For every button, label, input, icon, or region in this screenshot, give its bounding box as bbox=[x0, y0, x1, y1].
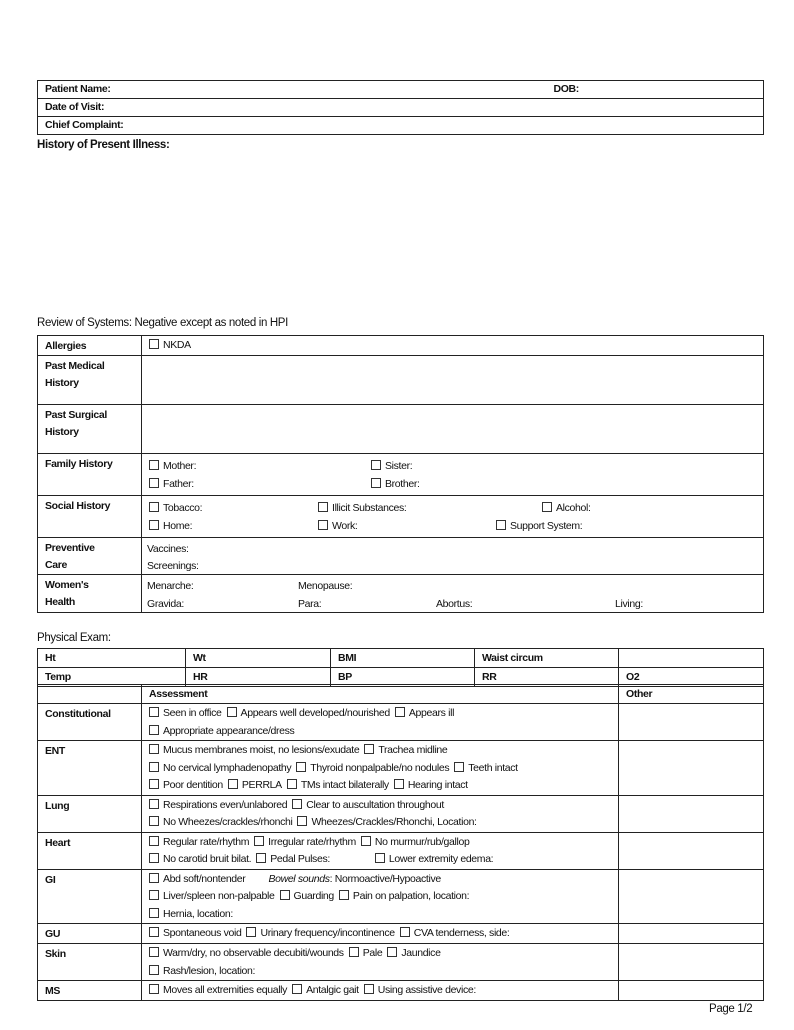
exam-item bbox=[400, 927, 510, 939]
exam-item bbox=[149, 908, 233, 920]
exam-item bbox=[394, 779, 468, 791]
pmh-label: Past Medical History bbox=[38, 356, 142, 405]
date-of-visit-field[interactable] bbox=[38, 99, 764, 117]
exam-item bbox=[149, 707, 222, 719]
assessment-cell bbox=[142, 832, 619, 869]
sister-checkbox[interactable] bbox=[371, 460, 381, 470]
home-label: Home: bbox=[163, 520, 193, 532]
exam-item-label: Pale bbox=[362, 947, 383, 959]
seen-in-office-checkbox[interactable] bbox=[149, 707, 159, 717]
exam-item bbox=[149, 816, 292, 828]
support-system-label: Support System: bbox=[510, 520, 583, 532]
hpi-label: History of Present Illness: bbox=[37, 139, 170, 151]
exam-item-label: Seen in office bbox=[163, 707, 222, 719]
exam-item-label: Moves all extremities equally bbox=[163, 984, 288, 996]
no-murmur-rub-gallop-checkbox[interactable] bbox=[361, 836, 371, 846]
exam-item bbox=[361, 836, 470, 848]
vital-hr[interactable]: HR bbox=[186, 668, 331, 687]
mother-label: Mother: bbox=[163, 460, 197, 472]
vital-temp[interactable]: Temp bbox=[38, 668, 186, 687]
exam-item bbox=[287, 779, 389, 791]
exam-item-label: Urinary frequency/incontinence bbox=[260, 927, 395, 939]
exam-item-label: Spontaneous void bbox=[163, 927, 242, 939]
exam-item-label: Abd soft/nontender bbox=[163, 872, 246, 885]
assessment-cell bbox=[142, 741, 619, 796]
tms-intact-bilaterally-checkbox[interactable] bbox=[287, 779, 297, 789]
vitals-table bbox=[37, 648, 764, 687]
antalgic-gait-checkbox[interactable] bbox=[292, 984, 302, 994]
exam-item bbox=[297, 816, 476, 828]
exam-item bbox=[254, 836, 356, 848]
exam-row-gi bbox=[38, 869, 764, 924]
other-cell[interactable] bbox=[619, 944, 764, 981]
exam-item-label: Hernia, location: bbox=[163, 907, 233, 920]
brother-checkbox[interactable] bbox=[371, 478, 381, 488]
alcohol-checkbox[interactable] bbox=[542, 502, 552, 512]
exam-label-constitutional: Constitutional bbox=[38, 704, 142, 741]
screenings-label: Screenings: bbox=[147, 560, 199, 572]
assessment-line bbox=[149, 723, 618, 741]
tobacco-label: Tobacco: bbox=[163, 502, 203, 514]
exam-item bbox=[349, 947, 383, 959]
exam-item bbox=[149, 836, 249, 848]
exam-item-label: Teeth intact bbox=[468, 761, 518, 774]
other-cell[interactable] bbox=[619, 704, 764, 741]
bowel-sounds-label: Bowel sounds bbox=[268, 872, 330, 885]
exam-item bbox=[292, 984, 359, 996]
exam-item bbox=[228, 779, 282, 791]
assessment-header: Assessment bbox=[142, 685, 619, 704]
hernia-location-checkbox[interactable] bbox=[149, 908, 159, 918]
illicit-substances-label: Illicit Substances: bbox=[332, 502, 407, 514]
illicit-substances-checkbox[interactable] bbox=[318, 502, 328, 512]
abd-soft-nontender-checkbox[interactable] bbox=[149, 873, 159, 883]
exam-item-label: Irregular rate/rhythm bbox=[268, 835, 356, 848]
exam-item bbox=[339, 890, 469, 902]
exam-label-heart: Heart bbox=[38, 832, 142, 869]
exam-label-lung: Lung bbox=[38, 795, 142, 832]
exam-item bbox=[149, 927, 241, 939]
hearing-intact-checkbox[interactable] bbox=[394, 779, 404, 789]
exam-item-label: Guarding bbox=[293, 890, 334, 902]
exam-item bbox=[149, 762, 291, 774]
appears-well-developed-nourished-checkbox[interactable] bbox=[227, 707, 237, 717]
menarche-label: Menarche: bbox=[147, 580, 194, 592]
exam-item bbox=[149, 947, 344, 959]
exam-item-label: Wheezes/Crackles/Rhonchi, Location: bbox=[311, 816, 477, 828]
father-label: Father: bbox=[163, 478, 194, 490]
assessment-line bbox=[149, 814, 618, 832]
other-cell[interactable] bbox=[619, 924, 764, 944]
exam-item bbox=[395, 707, 454, 719]
exam-item-label: Liver/spleen non-palpable bbox=[163, 890, 275, 902]
psh-label: Past Surgical History bbox=[38, 405, 142, 454]
exam-label-skin: Skin bbox=[38, 944, 142, 981]
preventive-care-label: Preventive Care bbox=[38, 538, 142, 575]
exam-item-label: Pedal Pulses: bbox=[270, 853, 330, 865]
page-number: Page 1/2 bbox=[709, 1003, 753, 1015]
ros-title: Review of Systems: Negative except as noted in HPI bbox=[37, 317, 288, 329]
assessment-line bbox=[149, 777, 618, 795]
exam-item-label: Appears ill bbox=[408, 707, 455, 719]
exam-item bbox=[280, 890, 334, 902]
exam-item-label: Lower extremity edema: bbox=[388, 853, 494, 865]
vital-bmi[interactable]: BMI bbox=[331, 649, 475, 668]
assessment-line bbox=[149, 945, 618, 963]
physical-exam-title: Physical Exam: bbox=[37, 632, 111, 644]
using-assistive-device-checkbox[interactable] bbox=[364, 984, 374, 994]
exam-item bbox=[364, 744, 447, 756]
work-label: Work: bbox=[332, 520, 358, 532]
alcohol-label: Alcohol: bbox=[556, 502, 591, 514]
exam-item-label: Rash/lesion, location: bbox=[163, 964, 256, 977]
exam-item bbox=[227, 707, 390, 719]
appropriate-appearance-dress-checkbox[interactable] bbox=[149, 725, 159, 735]
exam-item bbox=[387, 947, 440, 959]
trachea-midline-checkbox[interactable] bbox=[364, 744, 374, 754]
respirations-even-unlabored-checkbox[interactable] bbox=[149, 799, 159, 809]
irregular-rate-rhythm-checkbox[interactable] bbox=[254, 836, 264, 846]
exam-label-gu: GU bbox=[38, 924, 142, 944]
exam-label-gi: GI bbox=[38, 869, 142, 924]
vital-o2[interactable]: O2 bbox=[619, 668, 764, 687]
exam-item bbox=[149, 779, 223, 791]
vaccines-label: Vaccines: bbox=[147, 543, 189, 555]
chief-complaint-field[interactable] bbox=[38, 117, 764, 135]
assessment-line bbox=[149, 705, 618, 723]
exam-row-gu bbox=[38, 924, 764, 944]
home-checkbox[interactable] bbox=[149, 520, 159, 530]
exam-item-label: TMs intact bilaterally bbox=[300, 779, 389, 791]
exam-item-label: Thyroid nonpalpable/no nodules bbox=[310, 761, 450, 774]
perrla-checkbox[interactable] bbox=[228, 779, 238, 789]
womens-health-label: Women's Health bbox=[38, 575, 142, 613]
brother-label: Brother: bbox=[385, 478, 420, 490]
exam-row-constitutional bbox=[38, 704, 764, 741]
appears-ill-checkbox[interactable] bbox=[395, 707, 405, 717]
assessment-line bbox=[149, 797, 618, 815]
vitals-row bbox=[38, 649, 764, 668]
abortus-label: Abortus: bbox=[436, 598, 473, 610]
assessment-line bbox=[149, 851, 618, 869]
exam-row-ms bbox=[38, 981, 764, 1001]
exam-item bbox=[256, 853, 330, 865]
para-label: Para: bbox=[298, 598, 322, 610]
assessment-line bbox=[149, 906, 618, 924]
assessment-line bbox=[149, 963, 618, 981]
exam-item-label: No Wheezes/crackles/rhonchi bbox=[163, 816, 293, 828]
sister-label: Sister: bbox=[385, 460, 413, 472]
support-system-checkbox[interactable] bbox=[496, 520, 506, 530]
tobacco-checkbox[interactable] bbox=[149, 502, 159, 512]
other-header: Other bbox=[619, 685, 764, 704]
exam-item-label: Appears well developed/nourished bbox=[240, 707, 390, 719]
dob-label: DOB: bbox=[553, 83, 579, 95]
exam-item bbox=[296, 762, 449, 774]
allergies-label: Allergies bbox=[38, 336, 142, 356]
exam-item-label: CVA tenderness, side: bbox=[413, 927, 510, 939]
other-cell[interactable] bbox=[619, 981, 764, 1001]
vital-waist-circum[interactable]: Waist circum bbox=[475, 649, 619, 668]
assessment-line bbox=[149, 871, 618, 889]
assessment-line bbox=[149, 888, 618, 906]
patient-info-table bbox=[37, 80, 764, 135]
thyroid-nonpalpable-no-nodules-checkbox[interactable] bbox=[296, 762, 306, 772]
teeth-intact-checkbox[interactable] bbox=[454, 762, 464, 772]
date-of-visit-label: Date of Visit: bbox=[45, 101, 105, 113]
vital-bp[interactable]: BP bbox=[331, 668, 475, 687]
living-label: Living: bbox=[615, 598, 643, 610]
assessment-line bbox=[149, 760, 618, 778]
pale-checkbox[interactable] bbox=[349, 947, 359, 957]
exam-item bbox=[454, 762, 518, 774]
exam-item-label: Hearing intact bbox=[407, 779, 468, 791]
assessment-cell bbox=[142, 869, 619, 924]
bowel-sounds-options: : Normoactive/Hypoactive bbox=[329, 872, 441, 885]
exam-row-lung bbox=[38, 795, 764, 832]
hpi-area[interactable] bbox=[37, 156, 764, 316]
exam-item-label: Poor dentition bbox=[163, 779, 223, 791]
exam-item-label: Regular rate/rhythm bbox=[163, 835, 250, 848]
exam-item bbox=[149, 890, 275, 902]
other-cell[interactable] bbox=[619, 795, 764, 832]
assessment-line bbox=[149, 742, 618, 760]
exam-row-skin bbox=[38, 944, 764, 981]
exam-item-label: Antalgic gait bbox=[306, 984, 359, 996]
exam-header-blank bbox=[38, 685, 142, 704]
guarding-checkbox[interactable] bbox=[280, 890, 290, 900]
no-carotid-bruit-bilat-checkbox[interactable] bbox=[149, 853, 159, 863]
assessment-cell bbox=[142, 981, 619, 1001]
no-wheezes-crackles-rhonchi-checkbox[interactable] bbox=[149, 816, 159, 826]
mother-checkbox[interactable] bbox=[149, 460, 159, 470]
other-cell[interactable] bbox=[619, 832, 764, 869]
exam-item-label: No cervical lymphadenopathy bbox=[163, 761, 292, 774]
vital-wt[interactable]: Wt bbox=[186, 649, 331, 668]
exam-item-label: Mucus membranes moist, no lesions/exudate bbox=[163, 744, 360, 756]
exam-item-label: Clear to auscultation throughout bbox=[306, 798, 444, 811]
exam-item-label: No carotid bruit bilat. bbox=[163, 853, 252, 865]
exam-item bbox=[292, 799, 444, 811]
nkda-label: NKDA bbox=[163, 339, 191, 351]
exam-label-ent: ENT bbox=[38, 741, 142, 796]
psh-field[interactable] bbox=[142, 405, 764, 454]
exam-item-label: Warm/dry, no observable decubiti/wounds bbox=[163, 947, 344, 959]
exam-item bbox=[364, 984, 476, 996]
assessment-cell bbox=[142, 924, 619, 944]
work-checkbox[interactable] bbox=[318, 520, 328, 530]
clear-to-auscultation-throughout-checkbox[interactable] bbox=[292, 799, 302, 809]
nkda-checkbox[interactable] bbox=[149, 339, 159, 349]
rash-lesion-location-checkbox[interactable] bbox=[149, 965, 159, 975]
warm-dry-no-observable-decubiti-wounds-checkbox[interactable] bbox=[149, 947, 159, 957]
exam-item-label: Jaundice bbox=[401, 947, 441, 959]
patient-name-field[interactable] bbox=[38, 81, 764, 99]
exam-table bbox=[37, 684, 764, 1001]
assessment-cell bbox=[142, 795, 619, 832]
exam-item bbox=[149, 725, 294, 737]
father-checkbox[interactable] bbox=[149, 478, 159, 488]
exam-item-label: Respirations even/unlabored bbox=[163, 798, 288, 811]
exam-row-ent bbox=[38, 741, 764, 796]
exam-item bbox=[246, 927, 394, 939]
urinary-frequency-incontinence-checkbox[interactable] bbox=[246, 927, 256, 937]
mucus-membranes-moist-no-lesions-exudate-checkbox[interactable] bbox=[149, 744, 159, 754]
vital-blank[interactable] bbox=[619, 649, 764, 668]
chief-complaint-label: Chief Complaint: bbox=[45, 119, 124, 131]
exam-item bbox=[149, 965, 255, 977]
regular-rate-rhythm-checkbox[interactable] bbox=[149, 836, 159, 846]
assessment-cell bbox=[142, 704, 619, 741]
exam-item bbox=[149, 873, 245, 885]
other-cell[interactable] bbox=[619, 869, 764, 924]
exam-item-label: Using assistive device: bbox=[377, 984, 476, 996]
patient-name-label: Patient Name: bbox=[45, 83, 111, 95]
spontaneous-void-checkbox[interactable] bbox=[149, 927, 159, 937]
exam-item bbox=[375, 853, 493, 865]
poor-dentition-checkbox[interactable] bbox=[149, 779, 159, 789]
assessment-cell bbox=[142, 944, 619, 981]
exam-item-label: Trachea midline bbox=[378, 744, 448, 756]
exam-item-label: Appropriate appearance/dress bbox=[163, 724, 295, 737]
assessment-line bbox=[149, 982, 618, 1000]
exam-item bbox=[149, 853, 251, 865]
other-cell[interactable] bbox=[619, 741, 764, 796]
jaundice-checkbox[interactable] bbox=[387, 947, 397, 957]
assessment-line bbox=[149, 925, 618, 943]
exam-item bbox=[149, 799, 287, 811]
assessment-line bbox=[149, 834, 618, 852]
family-history-label: Family History bbox=[38, 454, 142, 496]
gravida-label: Gravida: bbox=[147, 598, 184, 610]
no-cervical-lymphadenopathy-checkbox[interactable] bbox=[149, 762, 159, 772]
exam-item bbox=[149, 744, 359, 756]
pedal-pulses-checkbox[interactable] bbox=[256, 853, 266, 863]
lower-extremity-edema-checkbox[interactable] bbox=[375, 853, 385, 863]
moves-all-extremities-equally-checkbox[interactable] bbox=[149, 984, 159, 994]
menopause-label: Menopause: bbox=[298, 580, 353, 592]
pain-on-palpation-location-checkbox[interactable] bbox=[339, 890, 349, 900]
wheezes-crackles-rhonchi-location-checkbox[interactable] bbox=[297, 816, 307, 826]
exam-row-heart bbox=[38, 832, 764, 869]
vital-rr[interactable]: RR bbox=[475, 668, 619, 687]
exam-item-label: Pain on palpation, location: bbox=[352, 890, 470, 902]
pmh-field[interactable] bbox=[142, 356, 764, 405]
exam-item-label: No murmur/rub/gallop bbox=[374, 835, 470, 848]
exam-item-label: PERRLA bbox=[241, 779, 282, 791]
exam-label-ms: MS bbox=[38, 981, 142, 1001]
liver-spleen-non-palpable-checkbox[interactable] bbox=[149, 890, 159, 900]
ros-table bbox=[37, 335, 764, 613]
vital-ht[interactable]: Ht bbox=[38, 649, 186, 668]
social-history-label: Social History bbox=[38, 496, 142, 538]
cva-tenderness-side-checkbox[interactable] bbox=[400, 927, 410, 937]
exam-item bbox=[149, 984, 287, 996]
